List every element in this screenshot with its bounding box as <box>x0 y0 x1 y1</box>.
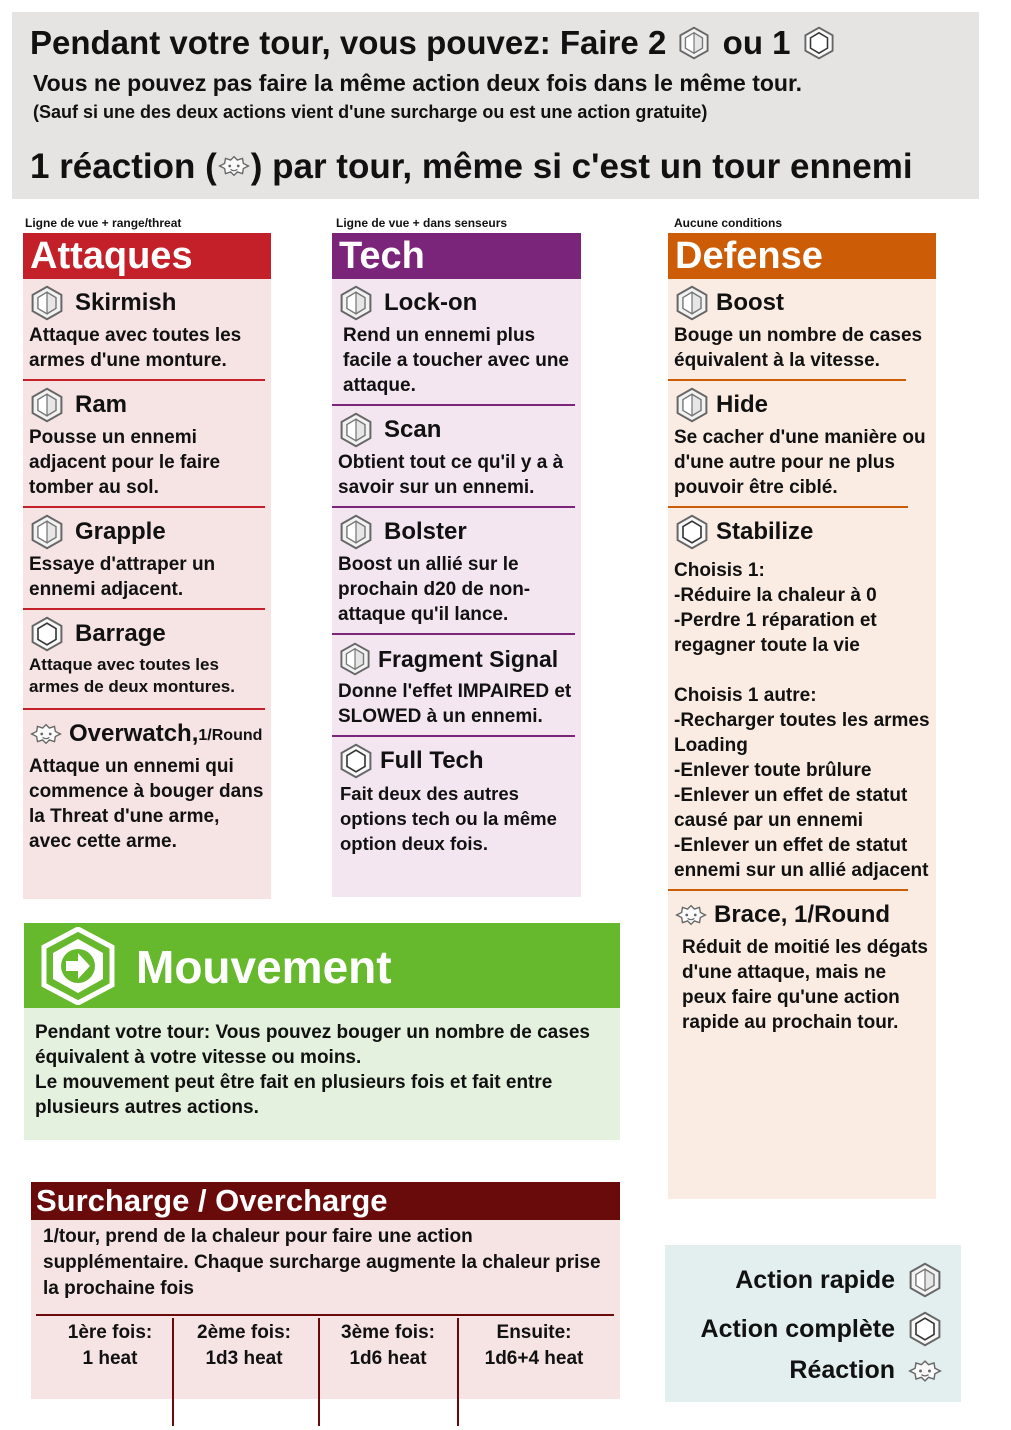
action-name: Fragment Signal <box>378 645 559 672</box>
movement-line-1: Pendant votre tour: Vous pouvez bouger un nombre de cases équivalent à votre vitesse ou moins. <box>35 1022 590 1068</box>
tier-value: 1 heat <box>82 1348 138 1369</box>
action-name: Brace, 1/Round <box>714 901 891 928</box>
overcharge-title: Surcharge / Overcharge <box>31 1182 620 1220</box>
overcharge-panel <box>31 1182 620 1399</box>
tier-value: 1d6+4 heat <box>484 1348 584 1369</box>
header-title-or: ou 1 <box>722 24 791 61</box>
action-brace <box>668 891 936 1041</box>
tech-column <box>332 233 581 897</box>
action-scan <box>332 406 581 506</box>
reaction-icon <box>29 721 63 747</box>
action-name: Skirmish <box>75 289 177 316</box>
defense-list <box>668 279 936 1199</box>
action-name: Barrage <box>75 620 166 647</box>
reaction-prefix: 1 réaction ( <box>30 147 217 186</box>
desc-line: -Enlever un effet de statut causé par un ennemi <box>674 785 908 831</box>
action-name: Full Tech <box>380 747 484 774</box>
full-action-icon <box>338 743 374 779</box>
overcharge-tier-4 <box>463 1320 605 1372</box>
action-grapple <box>23 508 271 608</box>
overcharge-body <box>31 1220 620 1399</box>
action-description: Pousse un ennemi adjacent pour le faire tomber au sol. <box>29 427 221 498</box>
action-description: Rend un ennemi plus facile a toucher avec une attaque. <box>343 325 569 396</box>
tier-divider <box>318 1318 320 1426</box>
action-name: Scan <box>384 416 442 443</box>
tier-divider <box>457 1318 459 1426</box>
action-description: Réduit de moitié les dégats d'une attaque, mais ne peux faire qu'une action rapide au prochain tour. <box>682 937 928 1033</box>
attacks-condition: Ligne de vue + range/threat <box>25 216 182 230</box>
overcharge-tier-2 <box>177 1320 311 1372</box>
action-description <box>674 558 930 889</box>
tier-label: 2ème fois: <box>197 1322 291 1343</box>
action-description: Fait deux des autres options tech ou la même option deux fois. <box>340 783 557 854</box>
action-description: Bouge un nombre de cases équivalent à la vitesse. <box>674 325 923 371</box>
quick-action-icon <box>674 387 710 423</box>
action-name: Bolster <box>384 518 467 545</box>
desc-line: -Perdre 1 réparation et regagner toute la vie <box>674 610 877 656</box>
action-full-tech <box>332 737 581 862</box>
movement-panel <box>24 923 620 1140</box>
action-name: Boost <box>716 289 784 316</box>
overcharge-tier-3 <box>323 1320 453 1372</box>
full-action-icon <box>29 616 65 652</box>
tier-divider <box>172 1318 174 1426</box>
quick-action-icon <box>907 1262 943 1298</box>
reaction-icon <box>907 1357 943 1385</box>
action-name: Overwatch, <box>69 720 199 747</box>
header-rule-line: Vous ne pouvez pas faire la même action deux fois dans le même tour. <box>33 70 803 96</box>
quick-action-icon <box>338 412 374 448</box>
attacks-list <box>23 279 271 899</box>
tier-label: Ensuite: <box>496 1322 572 1343</box>
legend-label: Action rapide <box>735 1265 895 1294</box>
defense-column <box>668 233 936 1199</box>
desc-line <box>674 658 930 683</box>
defense-condition: Aucune conditions <box>674 216 782 230</box>
action-bolster <box>332 508 581 633</box>
movement-arrow-icon <box>40 927 116 1005</box>
reaction-suffix: ) par tour, même si c'est un tour ennemi <box>250 147 913 186</box>
action-name: Ram <box>75 391 128 418</box>
quick-action-icon <box>338 285 374 321</box>
separator <box>36 1314 614 1316</box>
attacks-column <box>23 233 271 899</box>
overcharge-description: 1/tour, prend de la chaleur pour faire une action supplémentaire. Chaque surcharge augmente la chaleur prise la prochaine fois <box>43 1226 601 1299</box>
overcharge-tier-1 <box>45 1320 175 1372</box>
action-boost <box>668 279 936 379</box>
quick-action-icon <box>338 642 372 676</box>
legend-reaction <box>789 1356 943 1385</box>
action-hide <box>668 381 936 506</box>
desc-line: -Enlever toute brûlure <box>674 760 872 781</box>
action-description: Attaque avec toutes les armes d'une monture. <box>29 325 242 371</box>
reaction-icon <box>674 902 708 928</box>
header-reaction-line <box>30 147 913 187</box>
action-lock-on <box>332 279 581 404</box>
quick-action-icon <box>677 26 711 60</box>
full-action-icon <box>674 514 710 550</box>
action-description: Boost un allié sur le prochain d20 de non-attaque qu'il lance. <box>338 554 531 625</box>
header-exception-line: (Sauf si une des deux actions vient d'une surcharge ou est une action gratuite) <box>33 102 708 122</box>
action-description: Essaye d'attraper un ennemi adjacent. <box>29 554 216 600</box>
quick-action-icon <box>338 514 374 550</box>
action-name: Grapple <box>75 518 166 545</box>
movement-title: Mouvement <box>136 941 392 993</box>
action-ram <box>23 381 271 506</box>
quick-action-icon <box>29 285 65 321</box>
action-name: Lock-on <box>384 289 478 316</box>
desc-line: Choisis 1: <box>674 560 765 581</box>
desc-line: -Réduire la chaleur à 0 <box>674 585 877 606</box>
movement-body <box>24 1008 620 1140</box>
action-name: Hide <box>716 391 769 418</box>
tier-value: 1d3 heat <box>205 1348 283 1369</box>
tech-title: Tech <box>332 233 581 279</box>
legend-quick-action <box>735 1262 943 1298</box>
action-frequency: 1/Round <box>198 727 263 744</box>
action-description: Donne l'effet IMPAIRED et SLOWED à un ennemi. <box>338 681 572 727</box>
movement-header <box>24 923 620 1008</box>
quick-action-icon <box>674 285 710 321</box>
tech-condition: Ligne de vue + dans senseurs <box>336 216 508 230</box>
quick-action-icon <box>29 387 65 423</box>
rules-header <box>12 12 979 199</box>
legend-label: Réaction <box>789 1356 895 1384</box>
tech-list <box>332 279 581 897</box>
header-title-prefix: Pendant votre tour, vous pouvez: Faire 2 <box>30 24 667 61</box>
action-description: Attaque un ennemi qui commence à bouger dans la Threat d'une arme, avec cette arme. <box>29 756 264 852</box>
action-fragment-signal <box>332 635 581 735</box>
action-skirmish <box>23 279 271 379</box>
legend-label: Action complète <box>700 1314 895 1343</box>
action-stabilize <box>668 508 936 889</box>
action-description: Attaque avec toutes les armes de deux montures. <box>29 655 235 696</box>
full-action-icon <box>907 1311 943 1347</box>
action-description: Obtient tout ce qu'il y a à savoir sur un ennemi. <box>338 452 564 498</box>
icon-legend <box>665 1245 961 1402</box>
action-barrage <box>23 610 271 704</box>
tier-label: 1ère fois: <box>67 1322 153 1343</box>
desc-line: -Enlever un effet de statut ennemi sur un allié adjacent <box>674 835 929 881</box>
tier-value: 1d6 heat <box>349 1348 427 1369</box>
legend-full-action <box>701 1311 943 1347</box>
full-action-icon <box>802 26 836 60</box>
movement-line-2: Le mouvement peut être fait en plusieurs fois et fait entre plusieurs autres actions. <box>35 1072 553 1118</box>
attacks-title: Attaques <box>23 233 271 279</box>
tier-label: 3ème fois: <box>341 1322 435 1343</box>
reaction-icon <box>217 153 251 179</box>
desc-line: Choisis 1 autre: <box>674 685 817 706</box>
header-title <box>30 24 838 62</box>
action-description: Se cacher d'une manière ou d'une autre pour ne plus pouvoir être ciblé. <box>674 427 926 498</box>
quick-action-icon <box>29 514 65 550</box>
action-overwatch <box>23 710 271 860</box>
defense-title: Defense <box>668 233 936 279</box>
action-name: Stabilize <box>716 518 814 545</box>
desc-line: -Recharger toutes les armes Loading <box>674 710 930 756</box>
